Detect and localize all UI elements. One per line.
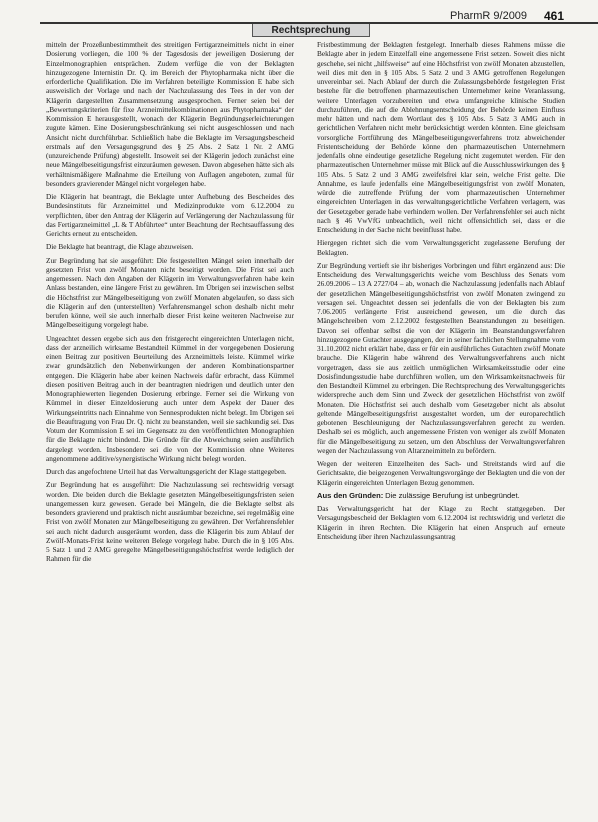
paragraph: Durch das angefochtene Urteil hat das Verwaltungsgericht der Klage stattgegeben. xyxy=(46,467,287,476)
reasons-heading: Aus den Gründen: xyxy=(317,490,384,500)
reasons-paragraph xyxy=(317,491,565,500)
journal-citation: PharmR 9/2009 xyxy=(450,10,528,22)
left-column xyxy=(46,40,294,568)
paragraph: Zur Begründung hat es ausgeführt: Die Nachzulassung sei rechtswidrig versagt worden. Die beiden durch die Beklagte gesetzten Mängelbeseitigungsfristen seien unangemessen kurz gewesen. Gerade bei Mängeln, die die Beklagte selbst als besonders gravierend und praktisch nicht ausräumbar bezeichne, sei regelmäßig eine Frist von zwölf Monaten zur Mängelbeseitigung zu gewähren. Der Verfahrensfehler sei auch nicht dadurch ausgeräumt worden, dass die Klägerin bis zum Ablauf der Zwölf-Monats-Frist keine weiteren Belege vorgelegt habe. Durch die in § 105 Abs. 5 Satz 1 und 2 AMG geregelte Mängelbeseitigungshöchstfrist werde lediglich der Rahmen für die xyxy=(46,480,294,564)
paragraph: Zur Begründung hat sie ausgeführt: Die festgestellten Mängel seien innerhalb der gesetzten Frist von zwölf Monaten nicht beseitigt worden. Die Frist sei auch angemessen. Nach den Angaben der Klägerin im Verwaltungsverfahren habe kein Anlass bestanden, eine längere Frist zu gewähren. Im Übrigen sei inzwischen selbst die Höchstfrist zur Mängelbeseitigung von zwölf Monaten abgelaufen, so dass sich die Klägerin auf den (unterstellten) Verfahrensmangel schon deshalb nicht mehr berufen könne, weil sie auch innerhalb dieser Frist keine weiteren Nachweise zur Mängelbeseitigung vorgelegt habe. xyxy=(46,255,294,330)
right-column xyxy=(317,40,565,545)
paragraph: Ungeachtet dessen ergebe sich aus den fristgerecht eingereichten Unterlagen nicht, dass der arzneilich wirksame Bestandteil Kümmel in der vorgegebenen Dosierung einen Beitrag zur positiven Beurteilung des Arzneimittels leiste. Kümmel wirke zwar grundsätzlich den Nebenwirkungen der anderen Kombinationspartner entgegen. Die Klägerin habe aber keinen Nachweis dafür erbracht, dass Kümmel diesen positiven Beitrag auch in der beantragten niedrigen und deutlich unter den Monographiewerten liegenden Dosierung erbringe. Ferner sei die Wirkung von Kümmel in dieser Einzeldosierung auch unter dem Aspekt der Dauer des Wirkungseintritts nach Einnahme von Sennesprodukten nicht belegt. Im Übrigen sei die Beauftragung von Frau Dr. Q. nicht zu beanstanden, weil sie sachkundig sei. Das Votum der Kommission E sei im Gegensatz zu den veröffentlichten Monographien für die Beklagte nicht bindend. Die Gründe für die Abweichung seien ausführlich dargelegt worden. Insbesondere sei die von der Kommission ohne Weiteres angenommene additive/synergistische Wirkung nicht belegt worden. xyxy=(46,333,294,463)
page-number: 461 xyxy=(544,9,565,23)
paragraph: mitteln der Prozeßunbestimmtheit des streitigen Fertigarzneimittels nicht in einer Dosierung vorliegen, die 100 % der Tagesdosis der jeweiligen Dosierung der Einzelmonographien entsprächen. Zudem verfüge die von der Beklagten hinzugezogene Internistin Dr. Q. im Bereich der Phytopharmaka nicht über die erforderliche Qualifikation. Die im Verfahren beteiligte Kommission E habe sich ausweislich der Vorlage und nach der Nachzulassung des Tees in der von der Klägerin dargestellten Zusammensetzung ausgesprochen. Ferner seien bei der „Bewertungskriterien für fixe Arzneimittelkombinationen aus Phytopharmaka“ der Kommission E herausgestellt, wonach der Klägerin Begründungserleichterungen zugute kämen. Eine Dosierungsbeschränkung sei nicht ausgeschlossen und nach Ansicht nicht durchführbar. Schließlich habe die Beklagte im Versagungsbescheid erstmals auf den Versagungsgrund des § 25 Abs. 2 Satz 1 Nr. 2 AMG (unzureichende Prüfung) abgestellt. Insoweit sei der Klägerin jedoch zunächst eine neue Mängelbeseitigungsfrist einzuräumen gewesen. Davon abgesehen hätte sich als verhältnismäßigere Maßnahme die Erteilung von Auflagen angeboten, zumal für besonders gravierender Mängel nicht vorgelegen habe. xyxy=(46,40,294,188)
paragraph: Die Beklagte hat beantragt, die Klage abzuweisen. xyxy=(46,242,194,252)
paragraph: Zur Begründung vertieft sie ihr bisheriges Vorbringen und führt ergänzend aus: Die Entscheidung des Verwaltungsgerichts weiche vom Beschluss des Senats vom 26.09.2006 – 13 A 2727/04 – ab, wonach die Nachzulassung jedenfalls nach Ablauf der gesetzlichen Mängelbeseitigungshöchstfrist von zwölf Monaten zwingend zu versagen sei. Ungeachtet dessen sei jedenfalls die von der Beklagten bis zum 7.06.2005 verlängerte Frist ausreichend gewesen, um die durch das Mängelschreiben vom 2.12.2002 festgestellten Beanstandungen zu beseitigen. Davon sei offenbar selbst die von der Klägerin im Beanstandungsverfahren hinzugezogene Gutachter ausgegangen, der in seiner fachlichen Stellungnahme vom 31.10.2002 nicht erklärt habe, dass er für ein ausführliches Gutachten zwölf Monate brauche. Die Klägerin habe während des Verwaltungsverfahrens auch nicht vorgetragen, dass sie aus zeitlich unmöglichen Wirksamkeitsstudie oder eine Dosisfindungsstudie habe durchführen wollen, um den Wirksamkeitsnachweis für den Bestandteil Kümmel zu erbringen. Die Rechtsprechung des Verwaltungsgerichts widerspreche auch dem Sinn und Zweck der gesetzlichen Höchstfrist von zwölf Monaten. Die Höchstfrist sei auch deshalb vom Gesetzgeber nicht als absolut geltende Mängelbeseitigungsfrist ausgestaltet worden, um der europarechtlich gebotenen Beschleunigung der Nachzulassungsverfahren gerecht zu werden. Deshalb sei es möglich, auch angemessene Fristen von weniger als zwölf Monaten für die Mängelbeseitigung zu setzen, um den Abschluss der Verwaltungsverfahren wegen der Nachzulassung von Altarzneimitteln zu befördern. xyxy=(317,260,565,455)
running-header xyxy=(0,9,598,38)
reasons-lead: Die zulässige Berufung ist unbegründet. xyxy=(385,490,520,500)
paragraph: Fristbestimmung der Beklagten festgelegt. Innerhalb dieses Rahmens müsse die Beklagte aber in jedem Einzelfall eine angemessene Frist setzen. Soweit dies nicht geschehe, sei nicht „hilfsweise“ auf eine Höchstfrist von zwölf Monaten abzustellen, weil dies mit den in § 105 Abs. 5 Satz 2 und 3 AMG getroffenen Regelungen unvereinbar sei. Nach Ablauf der durch die Zulassungsbehörde festgelegten Frist bestehe für die betroffenen pharmazeutischen Unternehmer keine Veranlassung, weitere Unterlagen vorzubereiten und etwa umfangreiche klinische Studien durchzuführen, die auf die Ablehnungsentscheidung der Behörde keinen Einfluss mehr hätten und nach dem Wortlaut des § 105 Abs. 5 Satz 3 AMG auch in gerichtlichen Verfahren nicht mehr berücksichtigt werden könnten. Eine gleichsam vorsorgliche Fortführung des Mängelbeseitigungsverfahrens trotz abweichender Fristentscheidung der Behörde könne den pharmazeutischen Unternehmern jedenfalls ohne eindeutige gesetzliche Regelung nicht zugemutet werden. Für den pharmazeutischen Unternehmer müsse mit Blick auf die Ausschlusswirkungen des § 105 Abs. 5 Satz 2 und 3 AMG zweifelsfrei klar sein, welche Frist gelte. Die Annahme, es laufe jedenfalls eine Mängelbeseitigungsfrist von zwölf Monaten, würde die zutreffende Prüfung der vom pharmazeutischen Unternehmer eingereichten Unterlagen in das verwaltungsgerichtliche Verfahren verlagern, was der Gesetzgeber gerade habe verhindern wollen. Der Verfahrensfehler sei auch nicht nach § 46 VwVfG unbeachtlich, weil nicht offensichtlich sei, dass er die Entscheidung in der Sache nicht beeinflusst habe. xyxy=(317,40,565,234)
section-title: Rechtsprechung xyxy=(271,25,351,36)
paragraph: Hiergegen richtet sich die vom Verwaltungsgericht zugelassene Berufung der Beklagten. xyxy=(317,238,565,257)
paragraph: Die Klägerin hat beantragt, die Beklagte unter Aufhebung des Bescheides des Bundesinstituts für Arzneimittel und Medizinprodukte vom 6.12.2004 zu verpflichten, über den Antrag der Klägerin auf Verlängerung der Nachzulassung für das Fertigarzneimittel „L & T Abführtee“ unter Beachtung der Rechtsauffassung des Gerichts erneut zu entscheiden. xyxy=(46,192,294,238)
paragraph: Wegen der weiteren Einzelheiten des Sach- und Streitstands wird auf die Gerichtsakte, die beigezogenen Verwaltungsvorgänge der Beklagten und die von der Klägerin eingereichten Unterlagen Bezug genommen. xyxy=(317,459,565,487)
paragraph: Das Verwaltungsgericht hat der Klage zu Recht stattgegeben. Der Versagungsbescheid der Beklagten vom 6.12.2004 ist rechtswidrig und verletzt die Klägerin in ihren Rechten. Die Klägerin hat einen Anspruch auf erneute Entscheidung über ihren Nachzulassungsantrag xyxy=(317,504,565,541)
